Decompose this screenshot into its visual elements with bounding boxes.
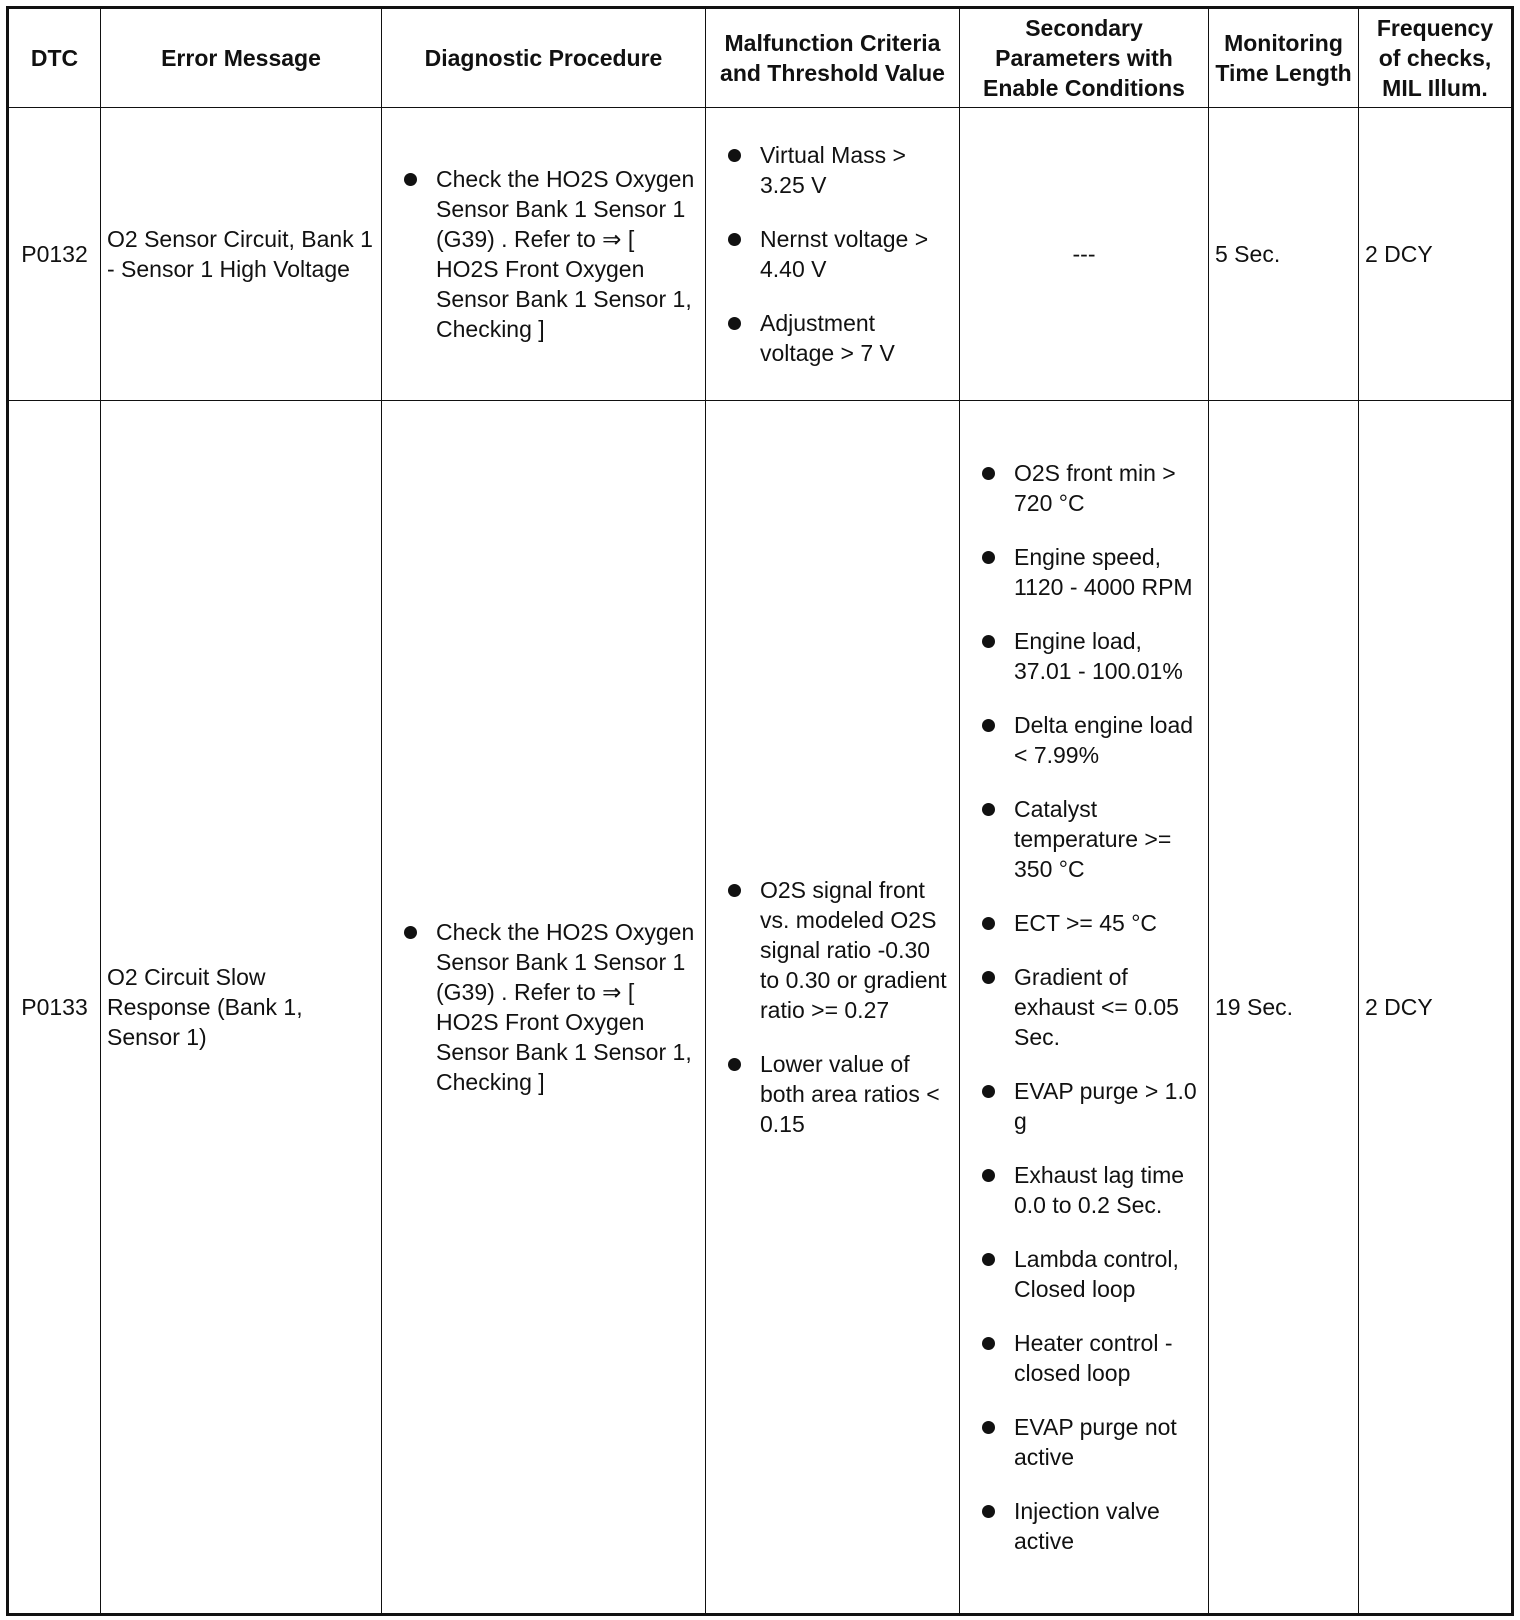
- procedure-list: [388, 164, 699, 344]
- list-item: [966, 542, 1202, 602]
- bullet-icon: [728, 149, 741, 162]
- secondary-text: Heater control - closed loop: [1014, 1330, 1173, 1386]
- table-row: [8, 108, 1513, 401]
- list-item: [966, 962, 1202, 1052]
- header-secondary-parameters: Secondary Parameters with Enable Conditions: [960, 8, 1209, 108]
- secondary-text: Catalyst temperature >= 350 °C: [1014, 796, 1172, 882]
- header-dtc: DTC: [8, 8, 101, 108]
- bullet-icon: [728, 317, 741, 330]
- bullet-icon: [982, 1253, 995, 1266]
- bullet-icon: [982, 1421, 995, 1434]
- list-item: [966, 1076, 1202, 1136]
- list-item: [966, 1496, 1202, 1556]
- criteria-text: Nernst voltage > 4.40 V: [760, 226, 929, 282]
- bullet-icon: [404, 926, 417, 939]
- diagnostic-procedure: [382, 401, 706, 1615]
- secondary-text: Engine load, 37.01 - 100.01%: [1014, 628, 1183, 684]
- list-item: [966, 626, 1202, 686]
- frequency: 2 DCY: [1359, 401, 1513, 1615]
- procedure-list: [388, 917, 699, 1097]
- error-message: O2 Circuit Slow Response (Bank 1, Sensor 1): [101, 401, 382, 1615]
- list-item: [966, 1244, 1202, 1304]
- header-malfunction-criteria: Malfunction Criteria and Threshold Value: [706, 8, 960, 108]
- criteria-text: Lower value of both area ratios < 0.15: [760, 1051, 940, 1137]
- bullet-icon: [982, 635, 995, 648]
- bullet-icon: [728, 884, 741, 897]
- secondary-text: O2S front min > 720 °C: [1014, 460, 1176, 516]
- list-item: [966, 1412, 1202, 1472]
- header-diagnostic-procedure: Diagnostic Procedure: [382, 8, 706, 108]
- bullet-icon: [982, 917, 995, 930]
- monitoring-time: 5 Sec.: [1209, 108, 1359, 401]
- secondary-text: Injection valve active: [1014, 1498, 1160, 1554]
- list-item: [712, 308, 953, 368]
- diagnostic-procedure: [382, 108, 706, 401]
- procedure-text: Check the HO2S Oxygen Sensor Bank 1 Sensor 1 (G39) . Refer to ⇒ [ HO2S Front Oxygen Sensor Bank 1 Sensor 1, Checking ]: [436, 919, 695, 1095]
- list-item: [712, 875, 953, 1025]
- criteria-text: Adjustment voltage > 7 V: [760, 310, 895, 366]
- error-message: O2 Sensor Circuit, Bank 1 - Sensor 1 High Voltage: [101, 108, 382, 401]
- secondary-text: Delta engine load < 7.99%: [1014, 712, 1194, 768]
- secondary-text: Lambda control, Closed loop: [1014, 1246, 1179, 1302]
- list-item: [966, 1328, 1202, 1388]
- frequency: 2 DCY: [1359, 108, 1513, 401]
- procedure-text: Check the HO2S Oxygen Sensor Bank 1 Sensor 1 (G39) . Refer to ⇒ [ HO2S Front Oxygen Sensor Bank 1 Sensor 1, Checking ]: [436, 166, 695, 342]
- dtc-table: [6, 6, 1514, 1616]
- list-item: [966, 458, 1202, 518]
- list-item: [966, 794, 1202, 884]
- bullet-icon: [982, 971, 995, 984]
- list-item: [712, 140, 953, 200]
- secondary-text: Engine speed, 1120 - 4000 RPM: [1014, 544, 1193, 600]
- secondary-text: ECT >= 45 °C: [1014, 910, 1158, 936]
- bullet-icon: [982, 551, 995, 564]
- dtc-table-page: [6, 6, 1511, 1616]
- list-item: [966, 1160, 1202, 1220]
- secondary-text: EVAP purge > 1.0 g: [1014, 1078, 1197, 1134]
- malfunction-criteria: [706, 401, 960, 1615]
- list-item: [388, 164, 699, 344]
- criteria-list: [712, 875, 953, 1139]
- secondary-text: Gradient of exhaust <= 0.05 Sec.: [1014, 964, 1179, 1050]
- criteria-text: O2S signal front vs. modeled O2S signal ratio -0.30 to 0.30 or gradient ratio >= 0.27: [760, 877, 947, 1023]
- secondary-text: Exhaust lag time 0.0 to 0.2 Sec.: [1014, 1162, 1185, 1218]
- bullet-icon: [982, 1169, 995, 1182]
- dtc-code: P0133: [8, 401, 101, 1615]
- monitoring-time: 19 Sec.: [1209, 401, 1359, 1615]
- table-row: [8, 401, 1513, 1615]
- bullet-icon: [982, 1505, 995, 1518]
- dtc-code: P0132: [8, 108, 101, 401]
- bullet-icon: [404, 173, 417, 186]
- criteria-list: [712, 140, 953, 368]
- list-item: [966, 710, 1202, 770]
- header-row: [8, 8, 1513, 108]
- criteria-text: Virtual Mass > 3.25 V: [760, 142, 906, 198]
- secondary-parameters: [960, 401, 1209, 1615]
- secondary-text: EVAP purge not active: [1014, 1414, 1177, 1470]
- bullet-icon: [728, 1058, 741, 1071]
- list-item: [388, 917, 699, 1097]
- secondary-parameters: ---: [960, 108, 1209, 401]
- malfunction-criteria: [706, 108, 960, 401]
- bullet-icon: [982, 1337, 995, 1350]
- bullet-icon: [728, 233, 741, 246]
- header-monitoring-time: Monitoring Time Length: [1209, 8, 1359, 108]
- secondary-list: [966, 458, 1202, 1556]
- bullet-icon: [982, 1085, 995, 1098]
- header-error-message: Error Message: [101, 8, 382, 108]
- bullet-icon: [982, 803, 995, 816]
- bullet-icon: [982, 719, 995, 732]
- list-item: [712, 1049, 953, 1139]
- header-frequency: Frequency of checks, MIL Illum.: [1359, 8, 1513, 108]
- bullet-icon: [982, 467, 995, 480]
- list-item: [712, 224, 953, 284]
- list-item: [966, 908, 1202, 938]
